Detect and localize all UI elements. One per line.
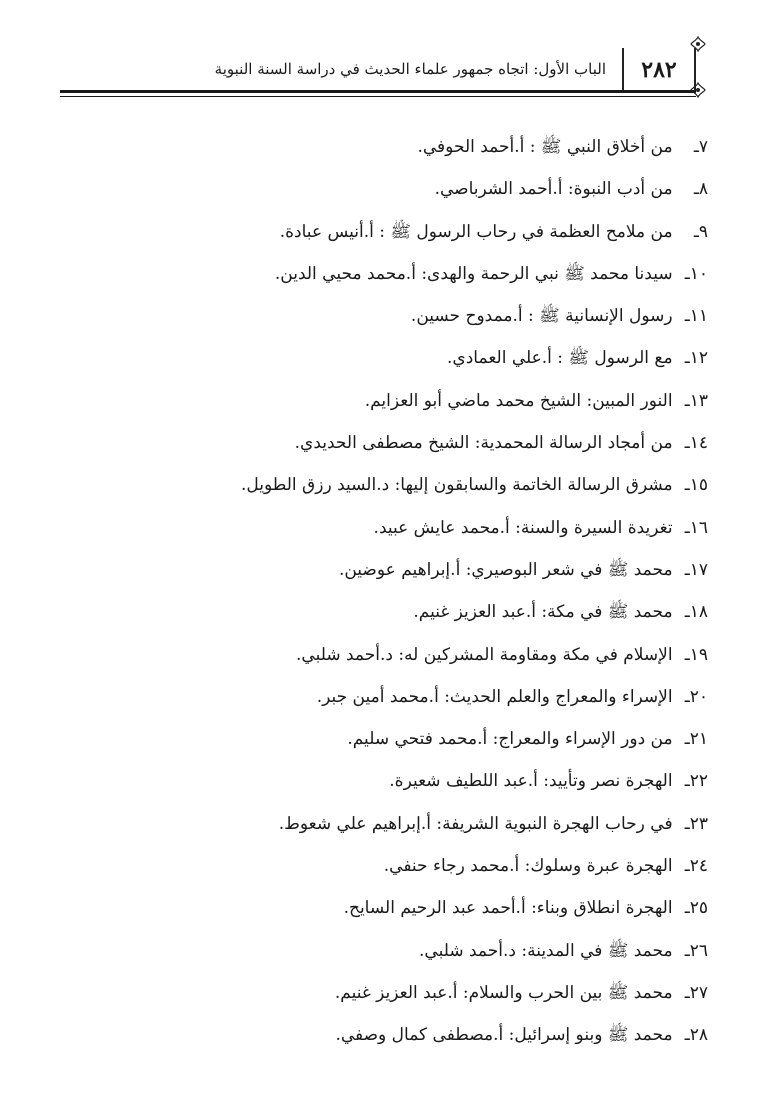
item-text: من ملامح العظمة في رحاب الرسول ﷺ : أ.أنيس عبادة. (279, 221, 673, 242)
item-text: رسول الإنسانية ﷺ : أ.ممدوح حسين. (410, 306, 673, 327)
list-item (98, 507, 708, 549)
item-text: الهجرة انطلاق وبناء: أ.أحمد عبد الرحيم السايح. (343, 898, 673, 919)
list-item (98, 634, 708, 676)
list-item (98, 168, 708, 210)
item-number: ١٦ـ (684, 517, 708, 538)
item-text: سيدنا محمد ﷺ نبي الرحمة والهدى: أ.محمد محيي الدين. (274, 263, 673, 284)
item-text: مع الرسول ﷺ : أ.علي العمادي. (447, 348, 673, 369)
list-item (98, 676, 708, 718)
item-number: ٨ـ (693, 179, 708, 200)
item-number: ٢٢ـ (684, 771, 708, 792)
item-number: ١٧ـ (684, 559, 708, 580)
item-number: ١٨ـ (684, 602, 708, 623)
list-item (98, 337, 708, 379)
page-header (60, 44, 714, 100)
item-text: محمد ﷺ في مكة: أ.عبد العزيز غنيم. (413, 602, 673, 623)
list-item (98, 253, 708, 295)
list-item (98, 718, 708, 760)
item-number: ٧ـ (693, 137, 708, 157)
list-item (98, 1014, 708, 1056)
item-text: تغريدة السيرة والسنة: أ.محمد عايش عبيد. (373, 517, 673, 538)
item-number: ١٩ـ (684, 644, 708, 665)
item-number: ١٤ـ (684, 433, 708, 454)
item-number: ٢٥ـ (684, 898, 708, 919)
list-item (98, 803, 708, 845)
item-text: من دور الإسراء والمعراج: أ.محمد فتحي سليم. (347, 729, 673, 750)
item-text: من أدب النبوة: أ.أحمد الشرباصي. (434, 179, 673, 200)
item-text: الإسراء والمعراج والعلم الحديث: أ.محمد أمين جبر. (316, 686, 673, 707)
item-text: الهجرة عبرة وسلوك: أ.محمد رجاء حنفي. (383, 856, 673, 877)
running-title: الباب الأول: اتجاه جمهور علماء الحديث في دراسة السنة النبوية (214, 60, 606, 78)
item-number: ١٥ـ (684, 475, 708, 496)
item-text: محمد ﷺ في شعر البوصيري: أ.إبراهيم عوضين. (338, 559, 673, 580)
item-text: مشرق الرسالة الخاتمة والسابقون إليها: د.السيد رزق الطويل. (241, 475, 673, 496)
item-text: من أخلاق النبي ﷺ : أ.أحمد الحوفي. (417, 137, 673, 157)
item-number: ٢١ـ (684, 729, 708, 750)
list-item (98, 380, 708, 422)
list-item (98, 760, 708, 802)
page-number: ٢٨٢ (641, 57, 677, 83)
item-number: ٢٦ـ (684, 940, 708, 961)
ornament-icon (690, 36, 706, 52)
list-item (98, 295, 708, 337)
list-item (98, 887, 708, 929)
item-text: محمد ﷺ في المدينة: د.أحمد شلبي. (419, 940, 673, 961)
item-text: من أمجاد الرسالة المحمدية: الشيخ مصطفى الحديدي. (294, 433, 673, 454)
page-number-box (622, 48, 696, 92)
item-text: الهجرة نصر وتأييد: أ.عبد اللطيف شعيرة. (389, 771, 673, 792)
item-number: ٢٧ـ (684, 982, 708, 1003)
list-item (98, 930, 708, 972)
item-number: ١٣ـ (684, 390, 708, 411)
list-item (98, 549, 708, 591)
item-number: ٩ـ (693, 221, 708, 242)
item-text: في رحاب الهجرة النبوية الشريفة: أ.إبراهيم علي شعوط. (278, 813, 673, 834)
list-item (98, 211, 708, 253)
item-number: ٢٠ـ (684, 686, 708, 707)
list-item (98, 126, 708, 168)
list-item (98, 464, 708, 506)
item-text: محمد ﷺ وبنو إسرائيل: أ.مصطفى كمال وصفي. (335, 1025, 673, 1046)
item-text: الإسلام في مكة ومقاومة المشركين له: د.أحمد شلبي. (296, 644, 673, 665)
item-number: ١٢ـ (684, 348, 708, 369)
header-rule-thin (60, 96, 696, 97)
item-number: ٢٤ـ (684, 856, 708, 877)
header-rule-thick (60, 90, 696, 93)
list-item (98, 591, 708, 633)
list-item (98, 845, 708, 887)
item-number: ٢٣ـ (684, 813, 708, 834)
item-text: النور المبين: الشيخ محمد ماضي أبو العزايم. (364, 390, 673, 411)
item-number: ٢٨ـ (684, 1025, 708, 1046)
item-number: ١١ـ (684, 306, 708, 327)
reference-list (98, 126, 708, 1057)
item-text: محمد ﷺ بين الحرب والسلام: أ.عبد العزيز غنيم. (334, 982, 673, 1003)
list-item (98, 422, 708, 464)
item-number: ١٠ـ (684, 263, 708, 284)
list-item (98, 972, 708, 1014)
